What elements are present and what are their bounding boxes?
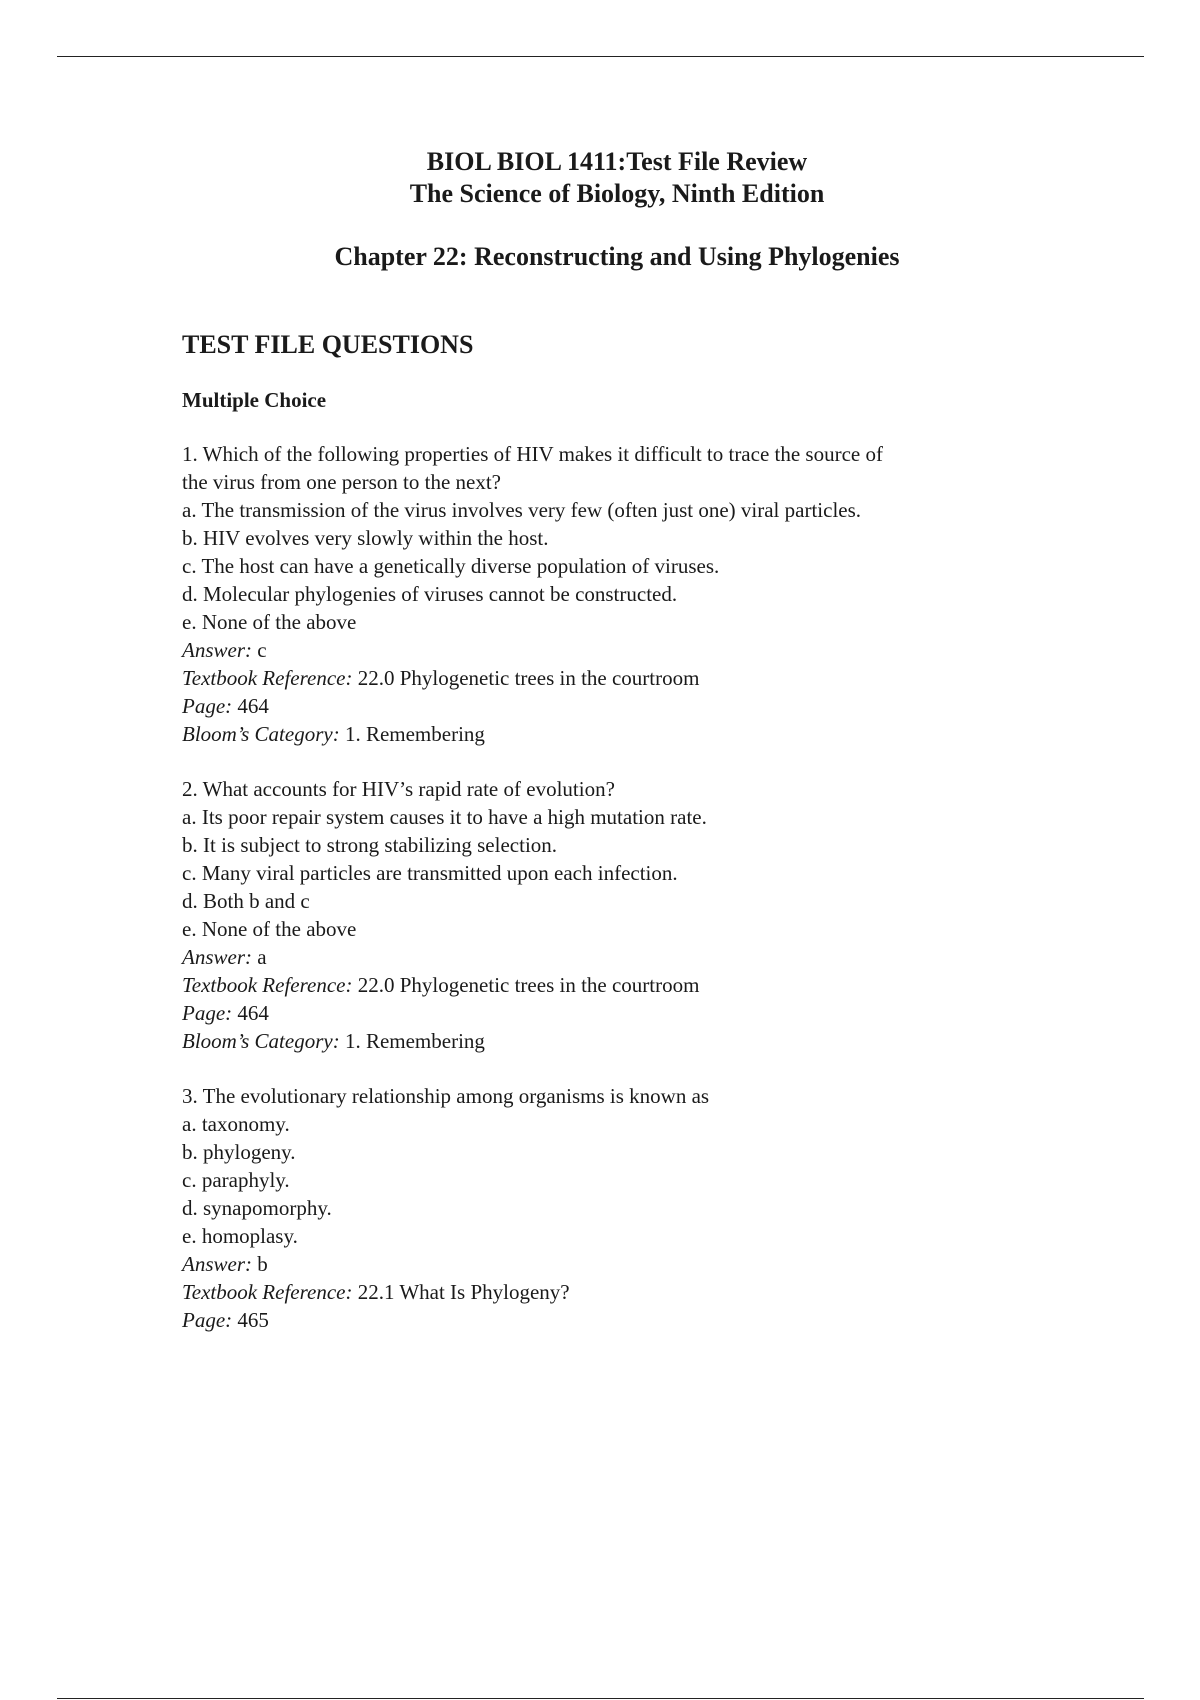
blooms-category-value: 1. Remembering <box>344 1029 485 1053</box>
chapter-title: Chapter 22: Reconstructing and Using Phylogenies <box>334 242 900 271</box>
subheading: Multiple Choice <box>182 388 327 412</box>
textbook-reference-label: Textbook Reference: <box>182 1280 353 1304</box>
page-line <box>182 999 1082 1027</box>
blooms-category-label: Bloom’s Category: <box>182 1029 340 1053</box>
option-d: d. Molecular phylogenies of viruses cannot be constructed. <box>182 582 678 606</box>
option-b: b. HIV evolves very slowly within the host. <box>182 526 549 550</box>
option-e: e. None of the above <box>182 610 357 634</box>
textbook-reference-line <box>182 971 1082 999</box>
question-list <box>182 440 1082 1334</box>
page-label: Page: <box>182 1001 233 1025</box>
option-c: c. Many viral particles are transmitted upon each infection. <box>182 861 678 885</box>
option-d: d. Both b and c <box>182 889 310 913</box>
option-d: d. synapomorphy. <box>182 1196 332 1220</box>
answer-value: b <box>257 1252 268 1276</box>
question-stem: 2. What accounts for HIV’s rapid rate of evolution? <box>182 777 615 801</box>
option-c: c. The host can have a genetically diverse population of viruses. <box>182 554 720 578</box>
page-value: 464 <box>237 1001 269 1025</box>
blooms-category-value: 1. Remembering <box>344 722 485 746</box>
option-a: a. The transmission of the virus involves very few (often just one) viral particles. <box>182 498 862 522</box>
document-page <box>182 146 1082 1334</box>
option-e: e. homoplasy. <box>182 1224 298 1248</box>
textbook-reference-line <box>182 664 1082 692</box>
textbook-reference-value: 22.0 Phylogenetic trees in the courtroom <box>357 666 700 690</box>
blooms-category-line <box>182 1027 1082 1055</box>
answer-line <box>182 1250 1082 1278</box>
bottom-rule <box>57 1698 1144 1699</box>
question-3 <box>182 1082 1082 1334</box>
page-value: 465 <box>237 1308 269 1332</box>
section-heading: TEST FILE QUESTIONS <box>182 330 474 359</box>
page-label: Page: <box>182 1308 233 1332</box>
question-stem-continued: the virus from one person to the next? <box>182 470 501 494</box>
answer-label: Answer: <box>182 638 252 662</box>
option-a: a. Its poor repair system causes it to have a high mutation rate. <box>182 805 707 829</box>
page-line <box>182 692 1082 720</box>
option-e: e. None of the above <box>182 917 357 941</box>
textbook-reference-value: 22.0 Phylogenetic trees in the courtroom <box>357 973 700 997</box>
question-1 <box>182 440 1082 748</box>
page-line <box>182 1306 1082 1334</box>
page-label: Page: <box>182 694 233 718</box>
title-line-2: The Science of Biology, Ninth Edition <box>409 179 825 208</box>
answer-label: Answer: <box>182 945 252 969</box>
option-b: b. phylogeny. <box>182 1140 296 1164</box>
title-line-1: BIOL BIOL 1411:Test File Review <box>426 147 808 176</box>
textbook-reference-line <box>182 1278 1082 1306</box>
textbook-reference-label: Textbook Reference: <box>182 973 353 997</box>
textbook-reference-label: Textbook Reference: <box>182 666 353 690</box>
blooms-category-label: Bloom’s Category: <box>182 722 340 746</box>
question-stem: 3. The evolutionary relationship among organisms is known as <box>182 1084 710 1108</box>
question-stem: 1. Which of the following properties of HIV makes it difficult to trace the source of <box>182 442 883 466</box>
document-title <box>182 146 1052 210</box>
answer-line <box>182 943 1082 971</box>
textbook-reference-value: 22.1 What Is Phylogeny? <box>357 1280 570 1304</box>
option-b: b. It is subject to strong stabilizing selection. <box>182 833 558 857</box>
answer-label: Answer: <box>182 1252 252 1276</box>
answer-line <box>182 636 1082 664</box>
option-c: c. paraphyly. <box>182 1168 290 1192</box>
answer-value: c <box>257 638 267 662</box>
top-rule <box>57 56 1144 57</box>
blooms-category-line <box>182 720 1082 748</box>
page-value: 464 <box>237 694 269 718</box>
option-a: a. taxonomy. <box>182 1112 290 1136</box>
question-2 <box>182 775 1082 1055</box>
answer-value: a <box>257 945 267 969</box>
